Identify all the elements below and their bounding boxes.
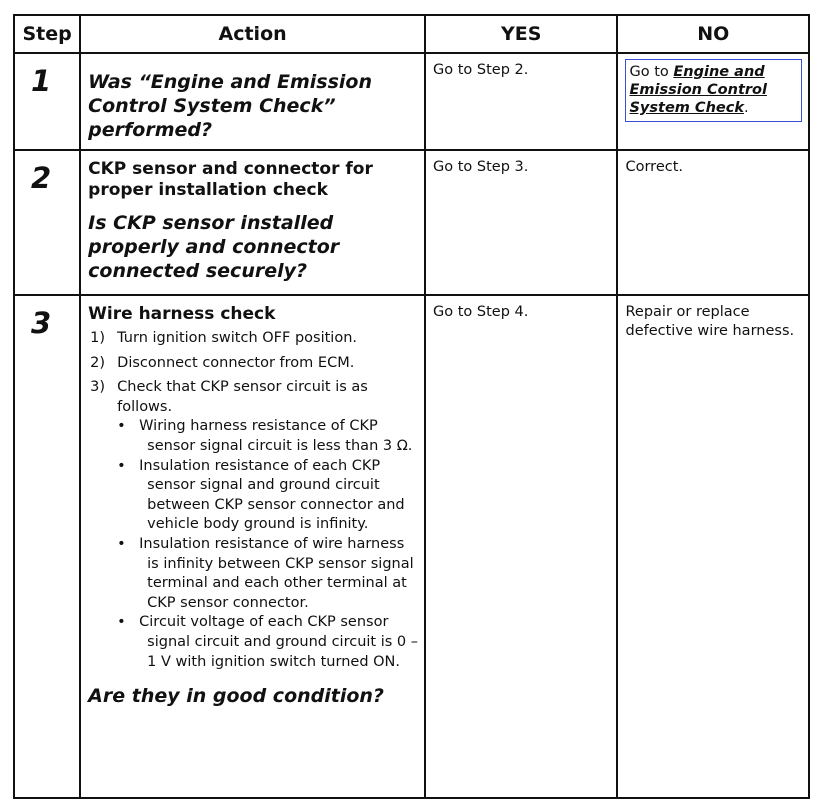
list-item — [88, 329, 418, 349]
criteria-list — [117, 417, 418, 672]
bullet-text: Insulation resistance of each CKP sensor signal and ground circuit between CKP sensor connector and vehicle body ground is infinity. — [139, 457, 405, 533]
table-row — [14, 53, 809, 150]
bullet-icon: • — [117, 614, 126, 631]
item-number: 1) — [90, 330, 106, 346]
action-cell — [80, 295, 425, 798]
step-heading: CKP sensor and connector for proper installation check — [88, 159, 373, 200]
item-text: Turn ignition switch OFF position. — [117, 330, 357, 346]
no-cell — [617, 53, 809, 150]
yes-cell: Go to Step 4. — [425, 295, 617, 798]
header-step: Step — [14, 15, 80, 53]
bullet-text: Wiring harness resistance of CKP sensor signal circuit is less than 3 Ω. — [139, 418, 413, 454]
link-prefix: Go to — [629, 64, 674, 80]
step-number: 3 — [14, 295, 80, 798]
table-row — [14, 150, 809, 295]
item-text: Disconnect connector from ECM. — [117, 354, 355, 371]
bullet-text: Insulation resistance of wire harness is infinity between CKP sensor signal terminal and each other terminal at CKP sensor connector. — [139, 535, 414, 611]
action-cell — [80, 150, 425, 295]
header-no: NO — [617, 15, 809, 53]
step-question: Are they in good condition? — [88, 685, 384, 708]
bullet-item — [117, 457, 418, 535]
no-cell: Repair or replace defective wire harness. — [617, 295, 809, 798]
no-cell: Correct. — [617, 150, 809, 295]
step-heading: Wire harness check — [88, 304, 276, 324]
engine-emission-check-link[interactable] — [625, 59, 802, 122]
list-item — [88, 378, 418, 672]
list-item — [88, 354, 418, 374]
procedure-list — [88, 329, 418, 672]
step-question: Is CKP sensor installed properly and connector connected securely? — [88, 212, 340, 282]
yes-cell: Go to Step 3. — [425, 150, 617, 295]
step-question: Was “Engine and Emission Control System Check” performed? — [88, 71, 373, 141]
bullet-text: Circuit voltage of each CKP sensor signal circuit and ground circuit is 0 – 1 V with ignition switch turned ON. — [139, 614, 418, 670]
link-text: Engine and Emission Control System Check — [629, 64, 767, 116]
bullet-item — [117, 417, 418, 456]
bullet-item — [117, 535, 418, 613]
bullet-icon: • — [117, 418, 126, 435]
step-number: 2 — [14, 150, 80, 295]
link-suffix: . — [743, 100, 749, 116]
header-action: Action — [80, 15, 425, 53]
item-number: 3) — [90, 379, 106, 396]
bullet-icon: • — [117, 457, 126, 474]
table-row — [14, 295, 809, 798]
item-text: Check that CKP sensor circuit is as follows. — [117, 379, 368, 415]
step-number: 1 — [14, 53, 80, 150]
header-yes: YES — [425, 15, 617, 53]
bullet-item — [117, 613, 418, 672]
yes-cell: Go to Step 2. — [425, 53, 617, 150]
header-row — [14, 15, 809, 53]
item-number: 2) — [90, 354, 106, 371]
action-cell — [80, 53, 425, 150]
diagnostic-table — [13, 14, 810, 799]
bullet-icon: • — [117, 535, 126, 552]
